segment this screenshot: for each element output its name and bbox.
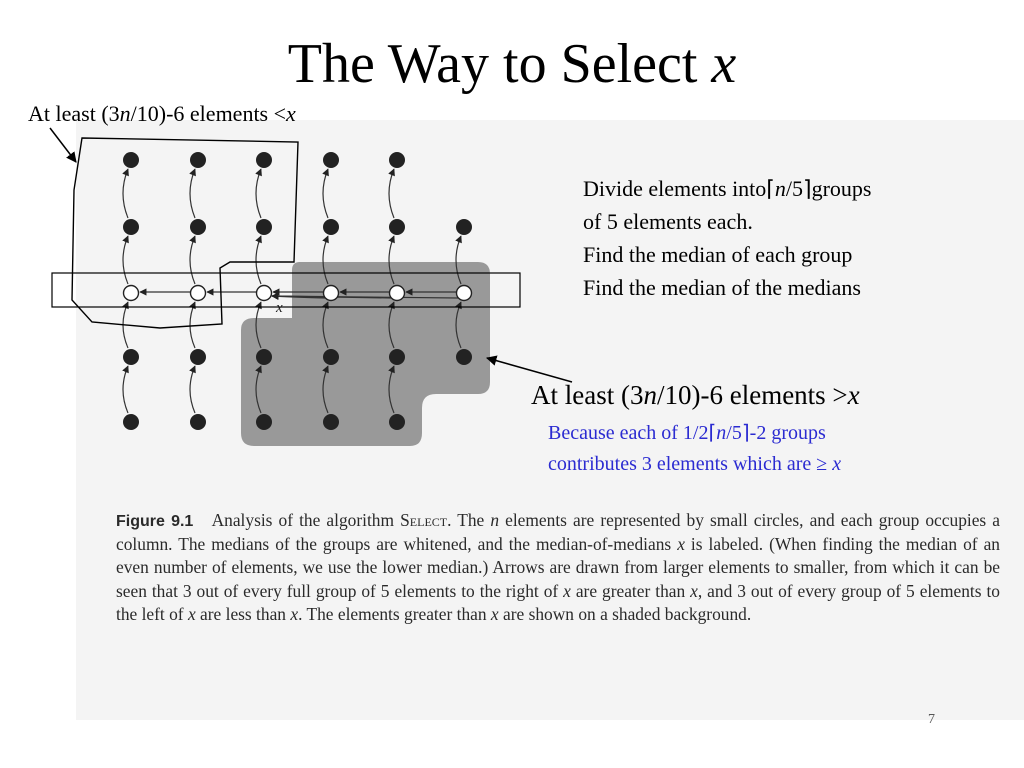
- arrow-col-1: [190, 366, 195, 413]
- arrow-col-3: [323, 169, 328, 218]
- element-node: [323, 414, 339, 430]
- element-node: [256, 219, 272, 235]
- element-node: [123, 219, 139, 235]
- median-x-label: x: [276, 300, 283, 316]
- arrow-col-2: [256, 236, 261, 284]
- label-less-than-x: At least (3n/10)-6 elements <x: [28, 101, 296, 126]
- arrow-col-1: [190, 169, 195, 218]
- element-node: [190, 414, 206, 430]
- arrow-col-0: [123, 236, 128, 284]
- element-node: [389, 349, 405, 365]
- median-of-medians-node: [257, 286, 272, 301]
- arrow-col-2: [256, 169, 261, 218]
- arrow-col-1: [190, 236, 195, 284]
- element-node: [256, 414, 272, 430]
- element-node: [190, 219, 206, 235]
- element-node: [323, 152, 339, 168]
- arrow-col-0: [123, 169, 128, 218]
- element-node: [256, 152, 272, 168]
- element-node: [389, 219, 405, 235]
- figure-caption: Figure 9.1 Analysis of the algorithm Select. The n elements are represented by small circles, and each group occupies a column. The medians of the groups are whitened, and the median-of-medians x is labeled. (When finding the median of an even number of elements, we use the lower median.) Arrows are drawn from larger elements to smaller, from which it can be seen that 3 out of every full group of 5 elements to the right of x are greater than x, and 3 out of every group of 5 elements to the left of x are less than x. The elements greater than x are shown on a shaded background.: [116, 510, 1001, 624]
- element-node: [256, 349, 272, 365]
- element-node: [456, 349, 472, 365]
- element-node: [123, 414, 139, 430]
- group-median-node: [191, 286, 206, 301]
- element-node: [190, 349, 206, 365]
- group-median-node: [457, 286, 472, 301]
- element-node: [323, 219, 339, 235]
- group-median-node: [390, 286, 405, 301]
- because-explanation: Because each of 1/2⌈n/5⌉-2 groups contributes 3 elements which are ≥ x: [548, 422, 842, 475]
- element-node: [123, 349, 139, 365]
- element-node: [323, 349, 339, 365]
- arrow-col-4: [389, 169, 394, 218]
- element-node: [123, 152, 139, 168]
- arrow-col-0: [123, 366, 128, 413]
- step-group-median: Find the median of each group: [583, 242, 853, 267]
- group-median-node: [124, 286, 139, 301]
- element-node: [389, 152, 405, 168]
- less-pointer-arrow: [50, 128, 76, 162]
- element-node: [190, 152, 206, 168]
- element-node: [456, 219, 472, 235]
- shaded-greater-region: [241, 262, 490, 446]
- slide-number: 7: [928, 712, 935, 727]
- step-divide-cont: of 5 elements each.: [583, 209, 753, 234]
- label-greater-than-x: At least (3n/10)-6 elements >x: [531, 380, 860, 410]
- step-median-of-medians: Find the median of the medians: [583, 275, 861, 300]
- element-node: [389, 414, 405, 430]
- slide-title: The Way to Select x: [287, 33, 737, 95]
- arrow-col-1: [190, 302, 195, 348]
- step-divide: Divide elements into⌈n/5⌉groups: [583, 176, 872, 201]
- algorithm-steps: [583, 172, 872, 304]
- group-median-node: [324, 286, 339, 301]
